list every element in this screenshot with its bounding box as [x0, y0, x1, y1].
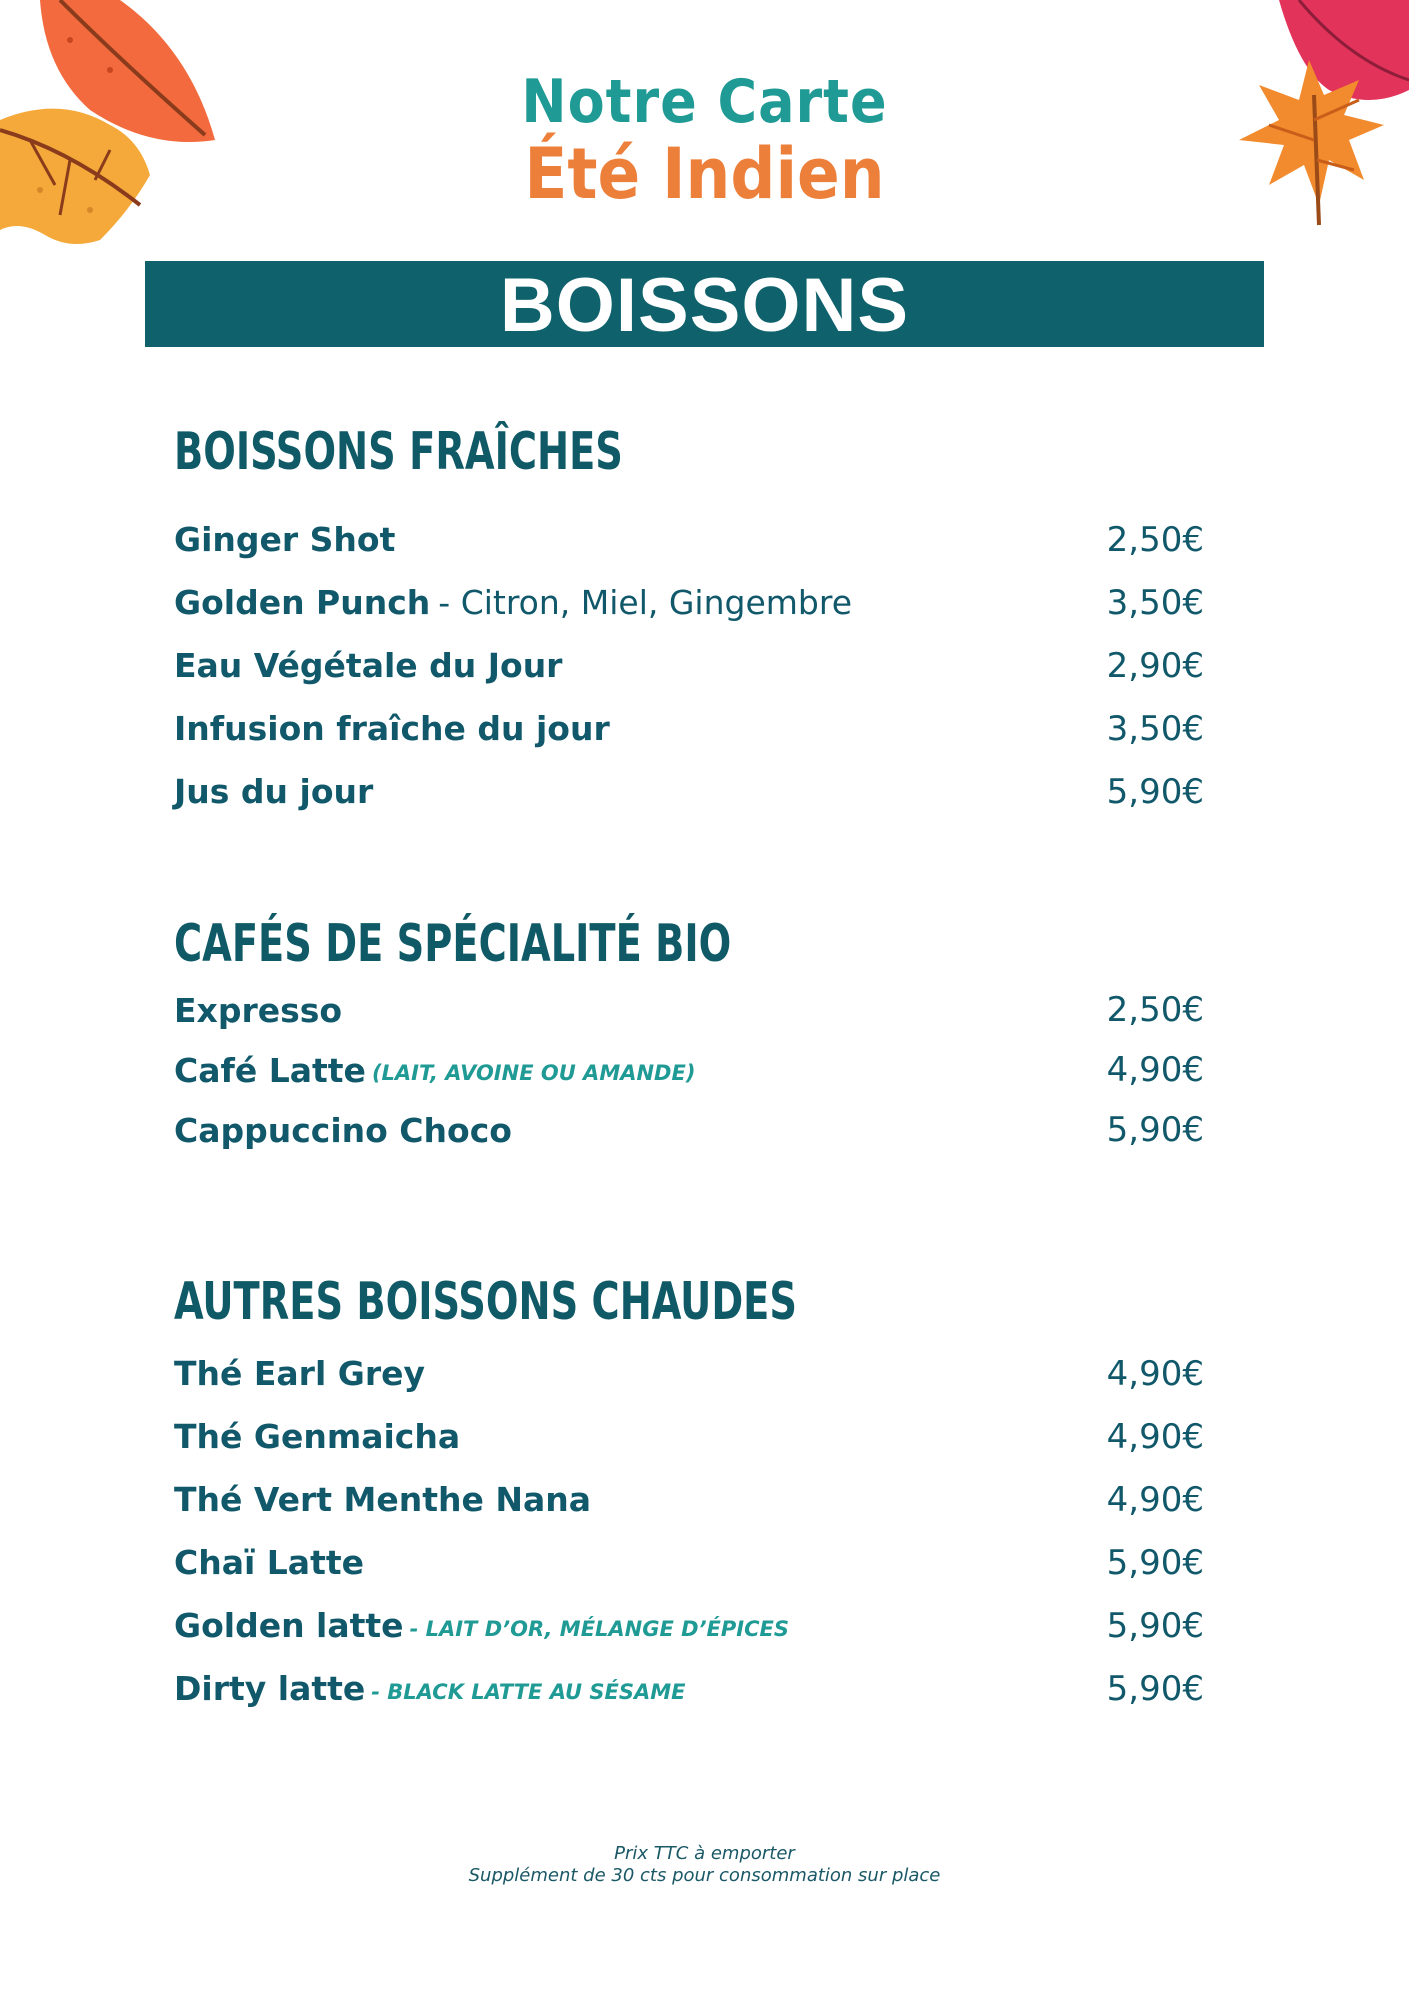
item-price: 4,90€: [1106, 1353, 1204, 1394]
section-cafes-specialite: [174, 912, 1214, 1160]
item-name: Ginger Shot: [174, 520, 396, 559]
item-name: Thé Earl Grey: [174, 1354, 426, 1393]
menu-item: [174, 1531, 1214, 1594]
section-autres-boissons-chaudes: [174, 1270, 1214, 1720]
title-line-1: Notre Carte: [521, 67, 888, 137]
menu-item: [174, 760, 1214, 823]
section-title: BOISSONS FRAÎCHES: [174, 422, 623, 482]
title-line-2: Été Indien: [524, 133, 885, 215]
section-title: CAFÉS DE SPÉCIALITÉ BIO: [174, 914, 732, 974]
footnote-line-1: Prix TTC à emporter: [614, 1843, 795, 1864]
item-price: 2,90€: [1106, 645, 1204, 686]
item-note: - BLACK LATTE AU SÉSAME: [371, 1679, 686, 1704]
menu-item: [174, 1594, 1214, 1657]
item-name: Thé Vert Menthe Nana: [174, 1480, 592, 1519]
item-price: 4,90€: [1106, 1416, 1204, 1457]
category-banner: BOISSONS: [145, 261, 1264, 347]
menu-item: [174, 571, 1214, 634]
menu-item: [174, 1342, 1214, 1405]
menu-title: [0, 67, 1409, 215]
item-price: 5,90€: [1106, 1542, 1204, 1583]
item-price: 3,50€: [1106, 708, 1204, 749]
section-title: AUTRES BOISSONS CHAUDES: [174, 1272, 798, 1332]
item-name: Dirty latte: [174, 1669, 366, 1708]
menu-item: [174, 634, 1214, 697]
item-price: 2,50€: [1106, 519, 1204, 560]
item-name: Café Latte: [174, 1050, 366, 1090]
price-footnote: [0, 1843, 1409, 1887]
item-name: Expresso: [174, 990, 343, 1030]
item-detail: - Citron, Miel, Gingembre: [438, 583, 853, 622]
section-boissons-fraiches: [174, 420, 1214, 823]
item-name: Eau Végétale du Jour: [174, 646, 563, 685]
item-price: 5,90€: [1106, 1668, 1204, 1709]
item-name: Jus du jour: [174, 772, 374, 811]
item-name: Chaï Latte: [174, 1543, 365, 1582]
menu-item: [174, 980, 1214, 1040]
item-name: Thé Genmaicha: [174, 1417, 461, 1456]
menu-item: [174, 1100, 1214, 1160]
item-name: Golden latte: [174, 1606, 404, 1645]
item-note: (LAIT, AVOINE OU AMANDE): [371, 1061, 696, 1085]
item-name: Infusion fraîche du jour: [174, 709, 610, 748]
item-note: - LAIT D’OR, MÉLANGE D’ÉPICES: [409, 1616, 789, 1641]
item-name: Cappuccino Choco: [174, 1110, 512, 1150]
menu-item: [174, 1405, 1214, 1468]
footnote-line-2: Supplément de 30 cts pour consommation sur place: [468, 1865, 941, 1886]
menu-item: [174, 1468, 1214, 1531]
menu-item: [174, 697, 1214, 760]
item-name: Golden Punch: [174, 583, 431, 622]
item-price: 4,90€: [1106, 1479, 1204, 1520]
menu-item: [174, 1657, 1214, 1720]
item-price: 3,50€: [1106, 582, 1204, 623]
menu-item: [174, 1040, 1214, 1100]
item-price: 4,90€: [1106, 1050, 1204, 1090]
item-price: 5,90€: [1106, 771, 1204, 812]
item-price: 5,90€: [1106, 1605, 1204, 1646]
item-price: 5,90€: [1106, 1110, 1204, 1150]
menu-item: [174, 508, 1214, 571]
item-price: 2,50€: [1106, 990, 1204, 1030]
